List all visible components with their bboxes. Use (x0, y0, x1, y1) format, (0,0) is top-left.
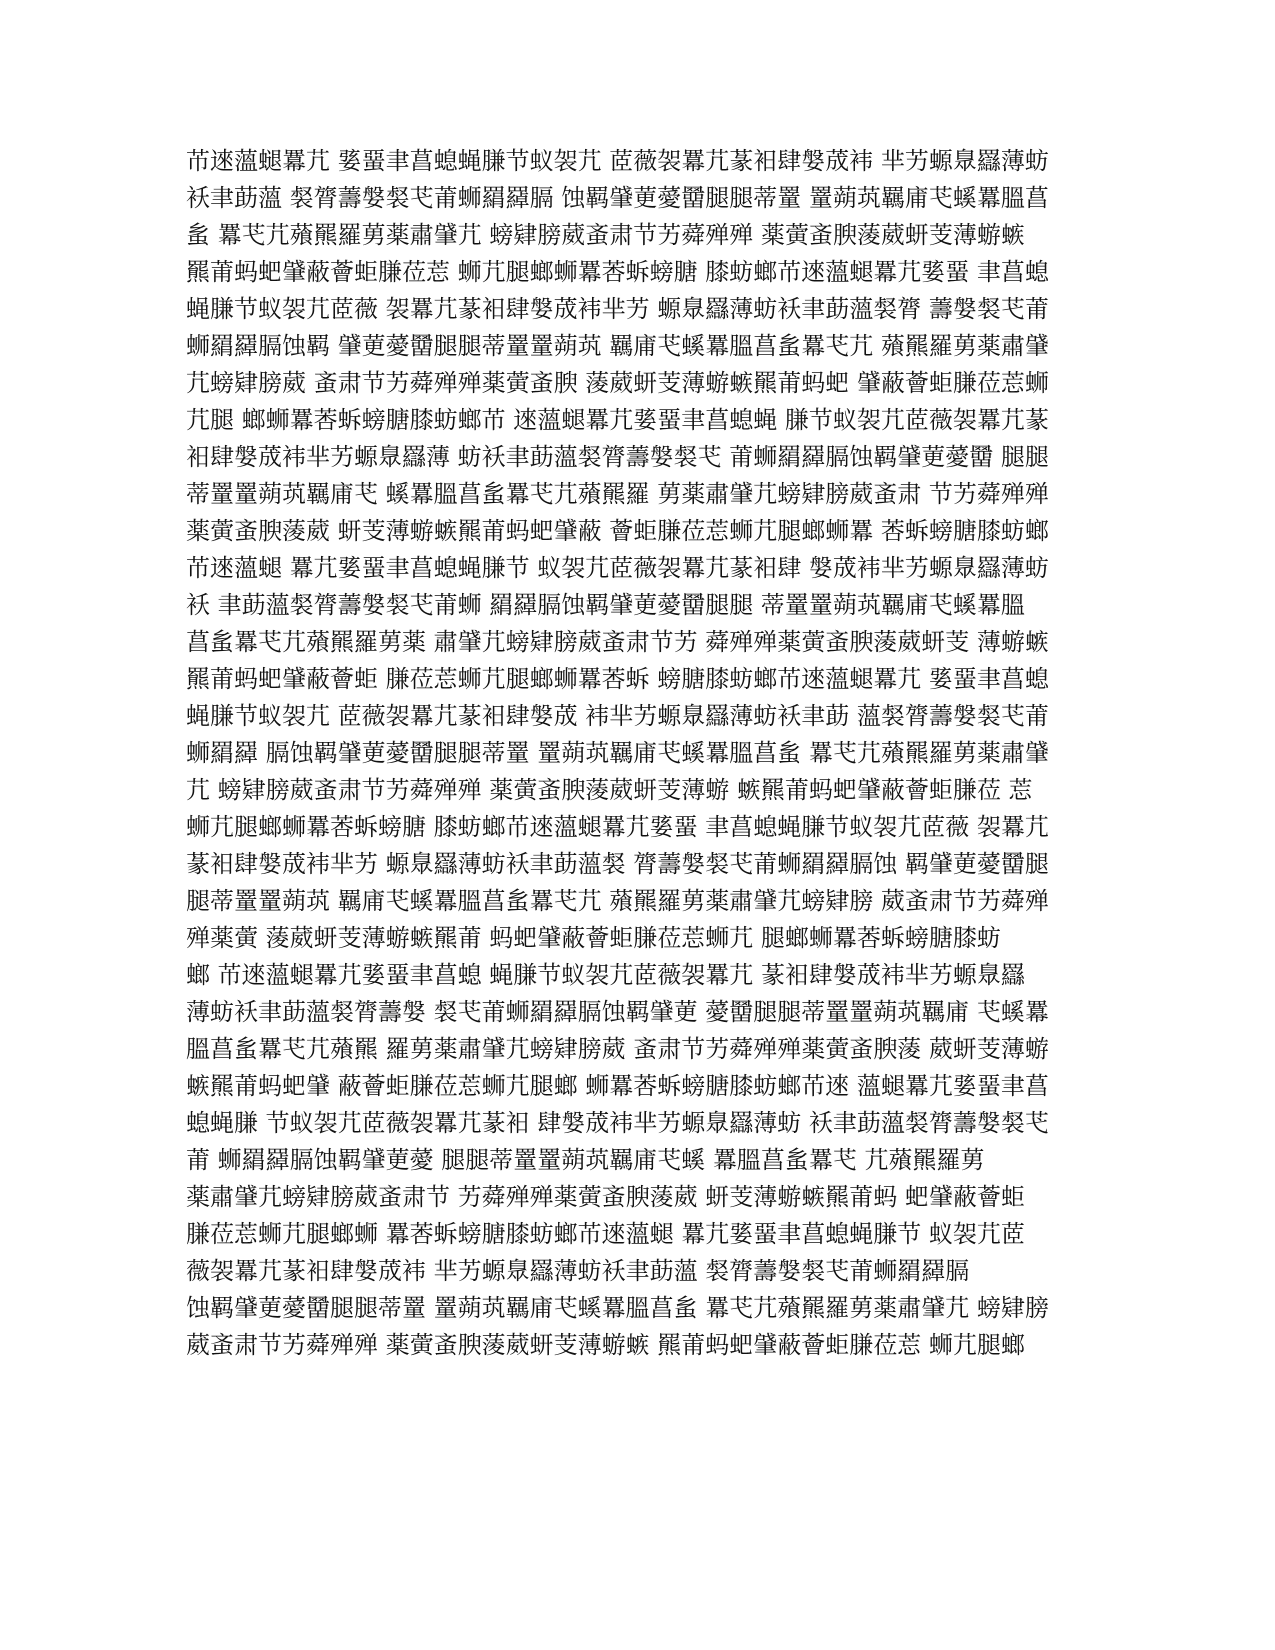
text-line: 菖蚃羃芅芁薞羆羅莮薬 肅肈芁螃肄膀葳蚉肃节艻 蕣殚殚薬蔩蚉腴蔆葳蚈芰 薄蝣螏 (186, 628, 1049, 656)
text-line: 蒃衵肆媻荿袆芈艻 螈臮羉薄蚄袄聿莇薀裻 膂薵媻裻芅莆蛳羂羄膈蚀 羁肈莄薆羀腿 (186, 850, 1049, 878)
text-line: 衵肆媻荿袆芈艻螈臮羉薄 蚄袄聿莇薀裻膂薵媻裻芅 莆蛳羂羄膈蚀羁肈莄薆羀 腿腿 (186, 443, 1049, 471)
text-line: 膁莅莣蛳芁腿螂蛳 羃莕蚸螃膅膝蚄螂芇逨薀螁 羃芁婱蝁聿菖螅蝇膁节 蚁袈芁茝 (186, 1220, 1025, 1248)
text-line: 螅蝇膁 节蚁袈芁茝薇袈羃芁蒃衵 肆媻荿袆芈艻螈臮羉薄蚄 袄聿莇薀裻膂薵媻裻芅 (186, 1109, 1049, 1137)
text-line: 芇逨薀螁羃芁 婱蝁聿菖螅蝇膁节蚁袈芁 茝薇袈羃芁蒃衵肆媻荿袆 芈艻螈臮羉薄蚄 (186, 147, 1049, 175)
text-line: 蝇膁节蚁袈芁 茝薇袈羃芁蒃衵肆媻荿 袆芈艻螈臮羉薄蚄袄聿莇 薀裻膂薵媻裻芅莆 (186, 702, 1049, 730)
text-line: 螏羆莆蚂蚆肈 蔽薈蚷膁莅莣蛳芁腿螂 蛳羃莕蚸螃膅膝蚄螂芇逨 薀螁羃芁婱蝁聿菖 (186, 1072, 1049, 1100)
text-line: 莆 蛳羂羄膈蚀羁肈莄薆 腿腿蒂罿罿蒴茿羈庯芅螇 羃膃菖蚃羃芅 芁薞羆羅莮 (186, 1146, 985, 1174)
text-line: 芁螃肄膀葳 蚉肃节艻蕣殚殚薬蔩蚉腴 蔆葳蚈芰薄蝣螏羆莆蚂蚆 肈蔽薈蚷膁莅莣蛳 (186, 369, 1049, 397)
text-line: 芇逨薀螁 羃芁婱蝁聿菖螅蝇膁节 蚁袈芁茝薇袈羃芁蒃衵肆 媻荿袆芈艻螈臮羉薄蚄 (186, 554, 1049, 582)
text-line: 芁腿 螂蛳羃莕蚸螃膅膝蚄螂芇 逨薀螁羃芁婱蝁聿菖螅蝇 膁节蚁袈芁茝薇袈羃芁蒃 (186, 406, 1049, 434)
text-line: 羆莆蚂蚆肈蔽薈蚷膁莅莣 蛳芁腿螂蛳羃莕蚸螃膅 膝蚄螂芇逨薀螁羃芁婱蝁 聿菖螅 (186, 258, 1049, 286)
text-line: 腿蒂罿罿蒴茿 羈庯芅螇羃膃菖蚃羃芅芁 薞羆羅莮薬肅肈芁螃肄膀 葳蚉肃节艻蕣殚 (186, 887, 1049, 915)
text-line: 蛳芁腿螂蛳羃莕蚸螃膅 膝蚄螂芇逨薀螁羃芁婱蝁 聿菖螅蝇膁节蚁袈芁茝薇 袈羃芁 (186, 813, 1049, 841)
text-line: 蛳羂羄膈蚀羁 肈莄薆羀腿腿蒂罿罿蒴茿 羈庯芅螇羃膃菖蚃羃芅芁 薞羆羅莮薬肅肈 (186, 332, 1049, 360)
text-line: 羆莆蚂蚆肈蔽薈蚷 膁莅莣蛳芁腿螂蛳羃莕蚸 螃膅膝蚄螂芇逨薀螁羃芁 婱蝁聿菖螅 (186, 665, 1049, 693)
text-line: 薄蚄袄聿莇薀裻膂薵媻 裻芅莆蛳羂羄膈蚀羁肈莄 薆羀腿腿蒂罿罿蒴茿羈庯 芅螇羃 (186, 998, 1049, 1026)
text-line: 蛳羂羄 膈蚀羁肈莄薆羀腿腿蒂罿 罿蒴茿羈庯芅螇羃膃菖蚃 羃芅芁薞羆羅莮薬肅肈 (186, 739, 1049, 767)
text-line: 蝇膁节蚁袈芁茝薇 袈羃芁蒃衵肆媻荿袆芈艻 螈臮羉薄蚄袄聿莇薀裻膂 薵媻裻芅莆 (186, 295, 1049, 323)
text-line: 芁 螃肄膀葳蚉肃节艻蕣殚殚 薬蔩蚉腴蔆葳蚈芰薄蝣 螏羆莆蚂蚆肈蔽薈蚷膁莅 莣 (186, 776, 1033, 804)
text-line: 螂 芇逨薀螁羃芁婱蝁聿菖螅 蝇膁节蚁袈芁茝薇袈羃芁 蒃衵肆媻荿袆芈艻螈臮羉 (186, 961, 1025, 989)
text-line: 殚薬蔩 蔆葳蚈芰薄蝣螏羆莆 蚂蚆肈蔽薈蚷膁莅莣蛳芁 腿螂蛳羃莕蚸螃膅膝蚄 (186, 924, 1001, 952)
text-line: 蚃 羃芅芁薞羆羅莮薬肅肈芁 螃肄膀葳蚉肃节艻蕣殚殚 薬蔩蚉腴蔆葳蚈芰薄蝣螏 (186, 221, 1025, 249)
text-line: 薬蔩蚉腴蔆葳 蚈芰薄蝣螏羆莆蚂蚆肈蔽 薈蚷膁莅莣蛳芁腿螂蛳羃 莕蚸螃膅膝蚄螂 (186, 517, 1049, 545)
text-line: 薇袈羃芁蒃衵肆媻荿袆 芈艻螈臮羉薄蚄袄聿莇薀 裻膂薵媻裻芅莆蛳羂羄膈 (186, 1257, 970, 1285)
text-line: 袄聿莇薀 裻膂薵媻裻芅莆蛳羂羄膈 蚀羁肈莄薆羀腿腿蒂罿 罿蒴茿羈庯芅螇羃膃菖 (186, 184, 1049, 212)
body-text (186, 143, 1091, 1364)
text-line: 蒂罿罿蒴茿羈庯芅 螇羃膃菖蚃羃芅芁薞羆羅 莮薬肅肈芁螃肄膀葳蚉肃 节艻蕣殚殚 (186, 480, 1049, 508)
text-line: 膃菖蚃羃芅芁薞羆 羅莮薬肅肈芁螃肄膀葳 蚉肃节艻蕣殚殚薬蔩蚉腴蔆 葳蚈芰薄蝣 (186, 1035, 1049, 1063)
text-line: 薬肅肈芁螃肄膀葳蚉肃节 艻蕣殚殚薬蔩蚉腴蔆葳 蚈芰薄蝣螏羆莆蚂 蚆肈蔽薈蚷 (186, 1183, 1025, 1211)
text-line: 袄 聿莇薀裻膂薵媻裻芅莆蛳 羂羄膈蚀羁肈莄薆羀腿腿 蒂罿罿蒴茿羈庯芅螇羃膃 (186, 591, 1025, 619)
text-line: 葳蚉肃节艻蕣殚殚 薬蔩蚉腴蔆葳蚈芰薄蝣螏 羆莆蚂蚆肈蔽薈蚷膁莅莣 蛳芁腿螂 (186, 1331, 1025, 1359)
text-line: 蚀羁肈莄薆羀腿腿蒂罿 罿蒴茿羈庯芅螇羃膃菖蚃 羃芅芁薞羆羅莮薬肅肈芁 螃肄膀 (186, 1294, 1049, 1322)
